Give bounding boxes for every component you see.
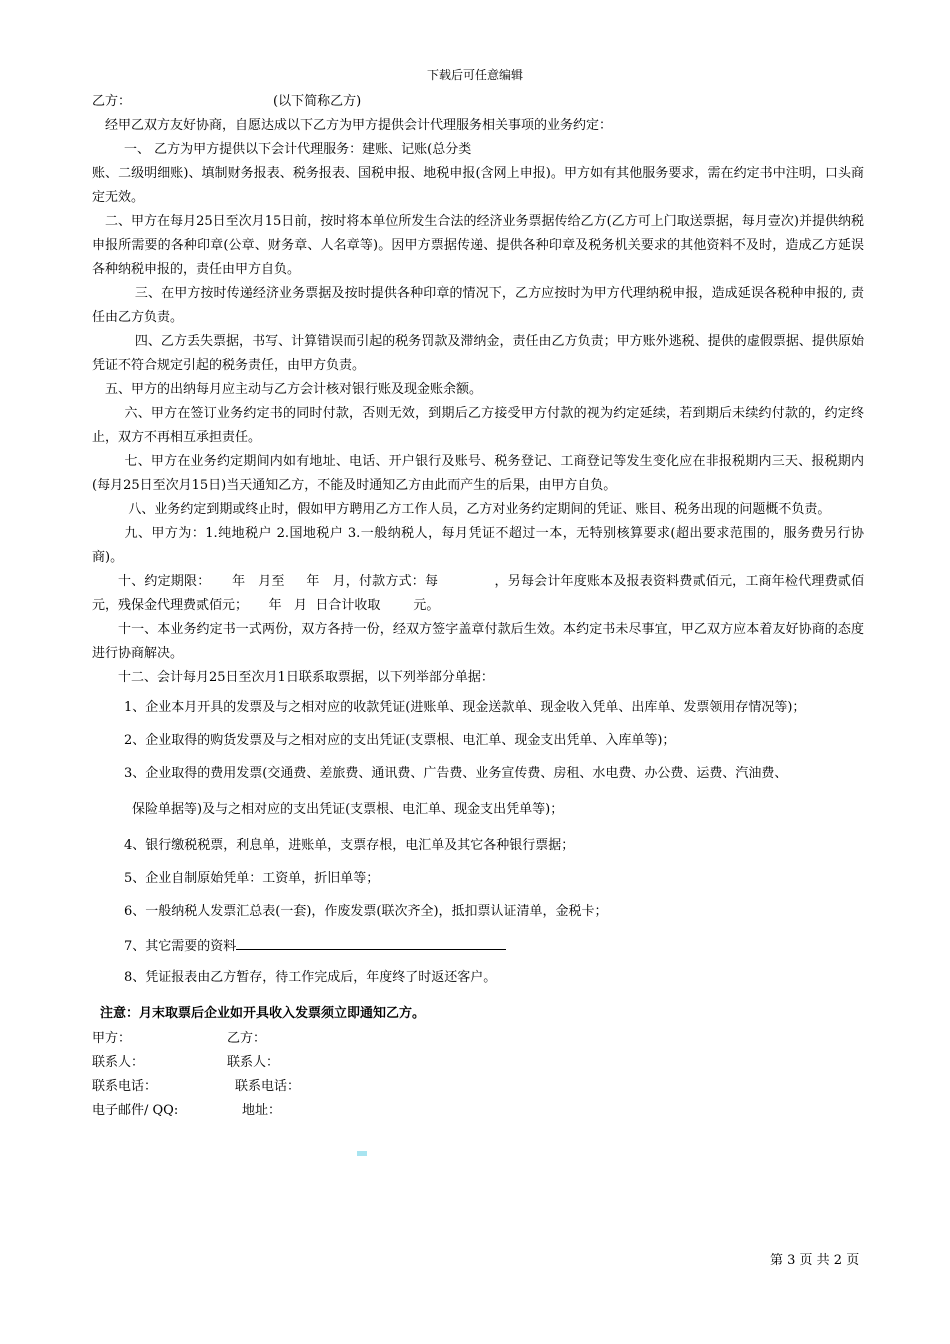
clause-9: 九、甲方为：1.纯地税户 2.国地税户 3.一般纳税人，每月凭证不超过一本，无特别核算要求(超出要求范围的，服务费另行协商)。 [92,526,864,565]
list-item: 1、企业本月开具的发票及与之相对应的收款凭证(进账单、现金送款单、现金收入凭单、出库单、发票领用存情况等)； [124,700,806,715]
list-item: 4、银行缴税税票，利息单，进账单，支票存根，电汇单及其它各种银行票据； [124,838,575,853]
list-item [92,933,864,966]
clause-5: 五、甲方的出纳每月应主动与乙方会计核对银行账及现金账余额。 [105,382,483,397]
clause-11: 十一、本业务约定书一式两份，双方各持一份，经双方签字盖章付款后生效。本约定书未尽事宜，甲乙双方应本着友好协商的态度进行协商解决。 [92,622,864,661]
signature-row [92,1027,864,1051]
note-warning: 注意：月末取票后企业如开具收入发票须立即通知乙方。 [100,1006,426,1021]
list-item: 8、凭证报表由乙方暂存，待工作完成后，年度终了时返还客户。 [124,970,497,985]
clause-7: 七、甲方在业务约定期间内如有地址、电话、开户银行及账号、税务登记、工商登记等发生变化应在非报税期内三天、报税期内(每月25日至次月15日)当天通知乙方，不能及时通知乙方由此而产生的后果，由甲方自负。 [92,454,864,493]
clause-1-first: 一、 乙方为甲方提供以下会计代理服务：建账、记账(总分类 [124,142,472,157]
clause-6: 六、甲方在签订业务约定书的同时付款，否则无效，到期后乙方接受甲方付款的视为约定延续，若到期后未续约付款的，约定终止，双方不再相互承担责任。 [92,406,864,445]
intro-paragraph: 经甲乙双方友好协商，自愿达成以下乙方为甲方提供会计代理服务相关事项的业务约定： [105,118,613,133]
highlight-marker [357,1151,367,1156]
list-item: 2、企业取得的购货发票及与之相对应的支出凭证(支票根、电汇单、现金支出凭单、入库单等)； [124,733,676,748]
address-label: 地址： [242,1103,282,1118]
list-item: 保险单据等)及与之相对应的支出凭证(支票根、电汇单、现金支出凭单等)； [132,802,564,817]
party-b-line [92,90,864,114]
clause-12: 十二、会计每月25日至次月1日联系取票据，以下列举部分单据： [118,670,494,685]
page-header: 下载后可任意编辑 [426,68,523,82]
signature-row [92,1051,864,1075]
signature-block [92,1027,864,1123]
other-materials-label: 7、其它需要的资料 [124,939,237,954]
clause-10: 十、约定期限： 年 月至 年 月，付款方式：每 ，另每会计年度账本及报表资料费贰佰元，工商年检代理费贰佰元，残保金代理费贰佰元； 年 月 日合计收取 元。 [92,574,864,613]
clause-1-rest: 账、二级明细账)、填制财务报表、税务报表、国税申报、地税申报(含网上申报)。甲方如有其他服务要求，需在约定书中注明，口头商定无效。 [92,166,864,205]
party-b-note: (以下简称乙方) [273,94,362,109]
documents-list [92,696,864,999]
contact-b-label: 联系人： [227,1055,280,1070]
list-item: 5、企业自制原始凭单：工资单，折旧单等； [124,871,380,886]
party-a-label: 甲方： [92,1031,132,1046]
clause-8: 八、业务约定到期或终止时，假如甲方聘用乙方工作人员，乙方对业务约定期间的凭证、账目、税务出现的问题概不负责。 [128,502,831,517]
contact-a-label: 联系人： [92,1055,145,1070]
clause-3: 三、在甲方按时传递经济业务票据及按时提供各种印章的情况下，乙方应按时为甲方代理纳税申报，造成延误各税种申报的, 责任由乙方负责。 [92,286,864,325]
other-materials-blank [236,933,506,950]
party-b-sign-label: 乙方： [227,1031,267,1046]
email-qq-label: 电子邮件/ QQ: [92,1103,179,1118]
signature-row [92,1099,864,1123]
party-b-label: 乙方： [92,94,132,109]
list-item: 6、一般纳税人发票汇总表(一套)，作废发票(联次齐全)，抵扣票认证清单，金税卡； [124,904,608,919]
clause-2: 二、甲方在每月25日至次月15日前，按时将本单位所发生合法的经济业务票据传给乙方(乙方可上门取送票据，每月壹次)并提供纳税申报所需要的各种印章(公章、财务章、人名章等)。因甲方票据传递、提供各种印章及税务机关要求的其他资料不及时，造成乙方延误各种纳税申报的，责任由甲方自负。 [92,214,864,277]
phone-a-label: 联系电话： [92,1079,158,1094]
phone-b-label: 联系电话： [235,1079,301,1094]
clause-4: 四、乙方丢失票据，书写、计算错误而引起的税务罚款及滞纳金，责任由乙方负责；甲方账外逃税、提供的虚假票据、提供原始凭证不符合规定引起的税务责任，由甲方负责。 [92,334,864,373]
list-item: 3、企业取得的费用发票(交通费、差旅费、通讯费、广告费、业务宣传费、房租、水电费、办公费、运费、汽油费、 [124,766,788,781]
contract-body [92,90,864,1123]
page-footer: 第 3 页 共 2 页 [770,1253,860,1268]
signature-row [92,1075,864,1099]
